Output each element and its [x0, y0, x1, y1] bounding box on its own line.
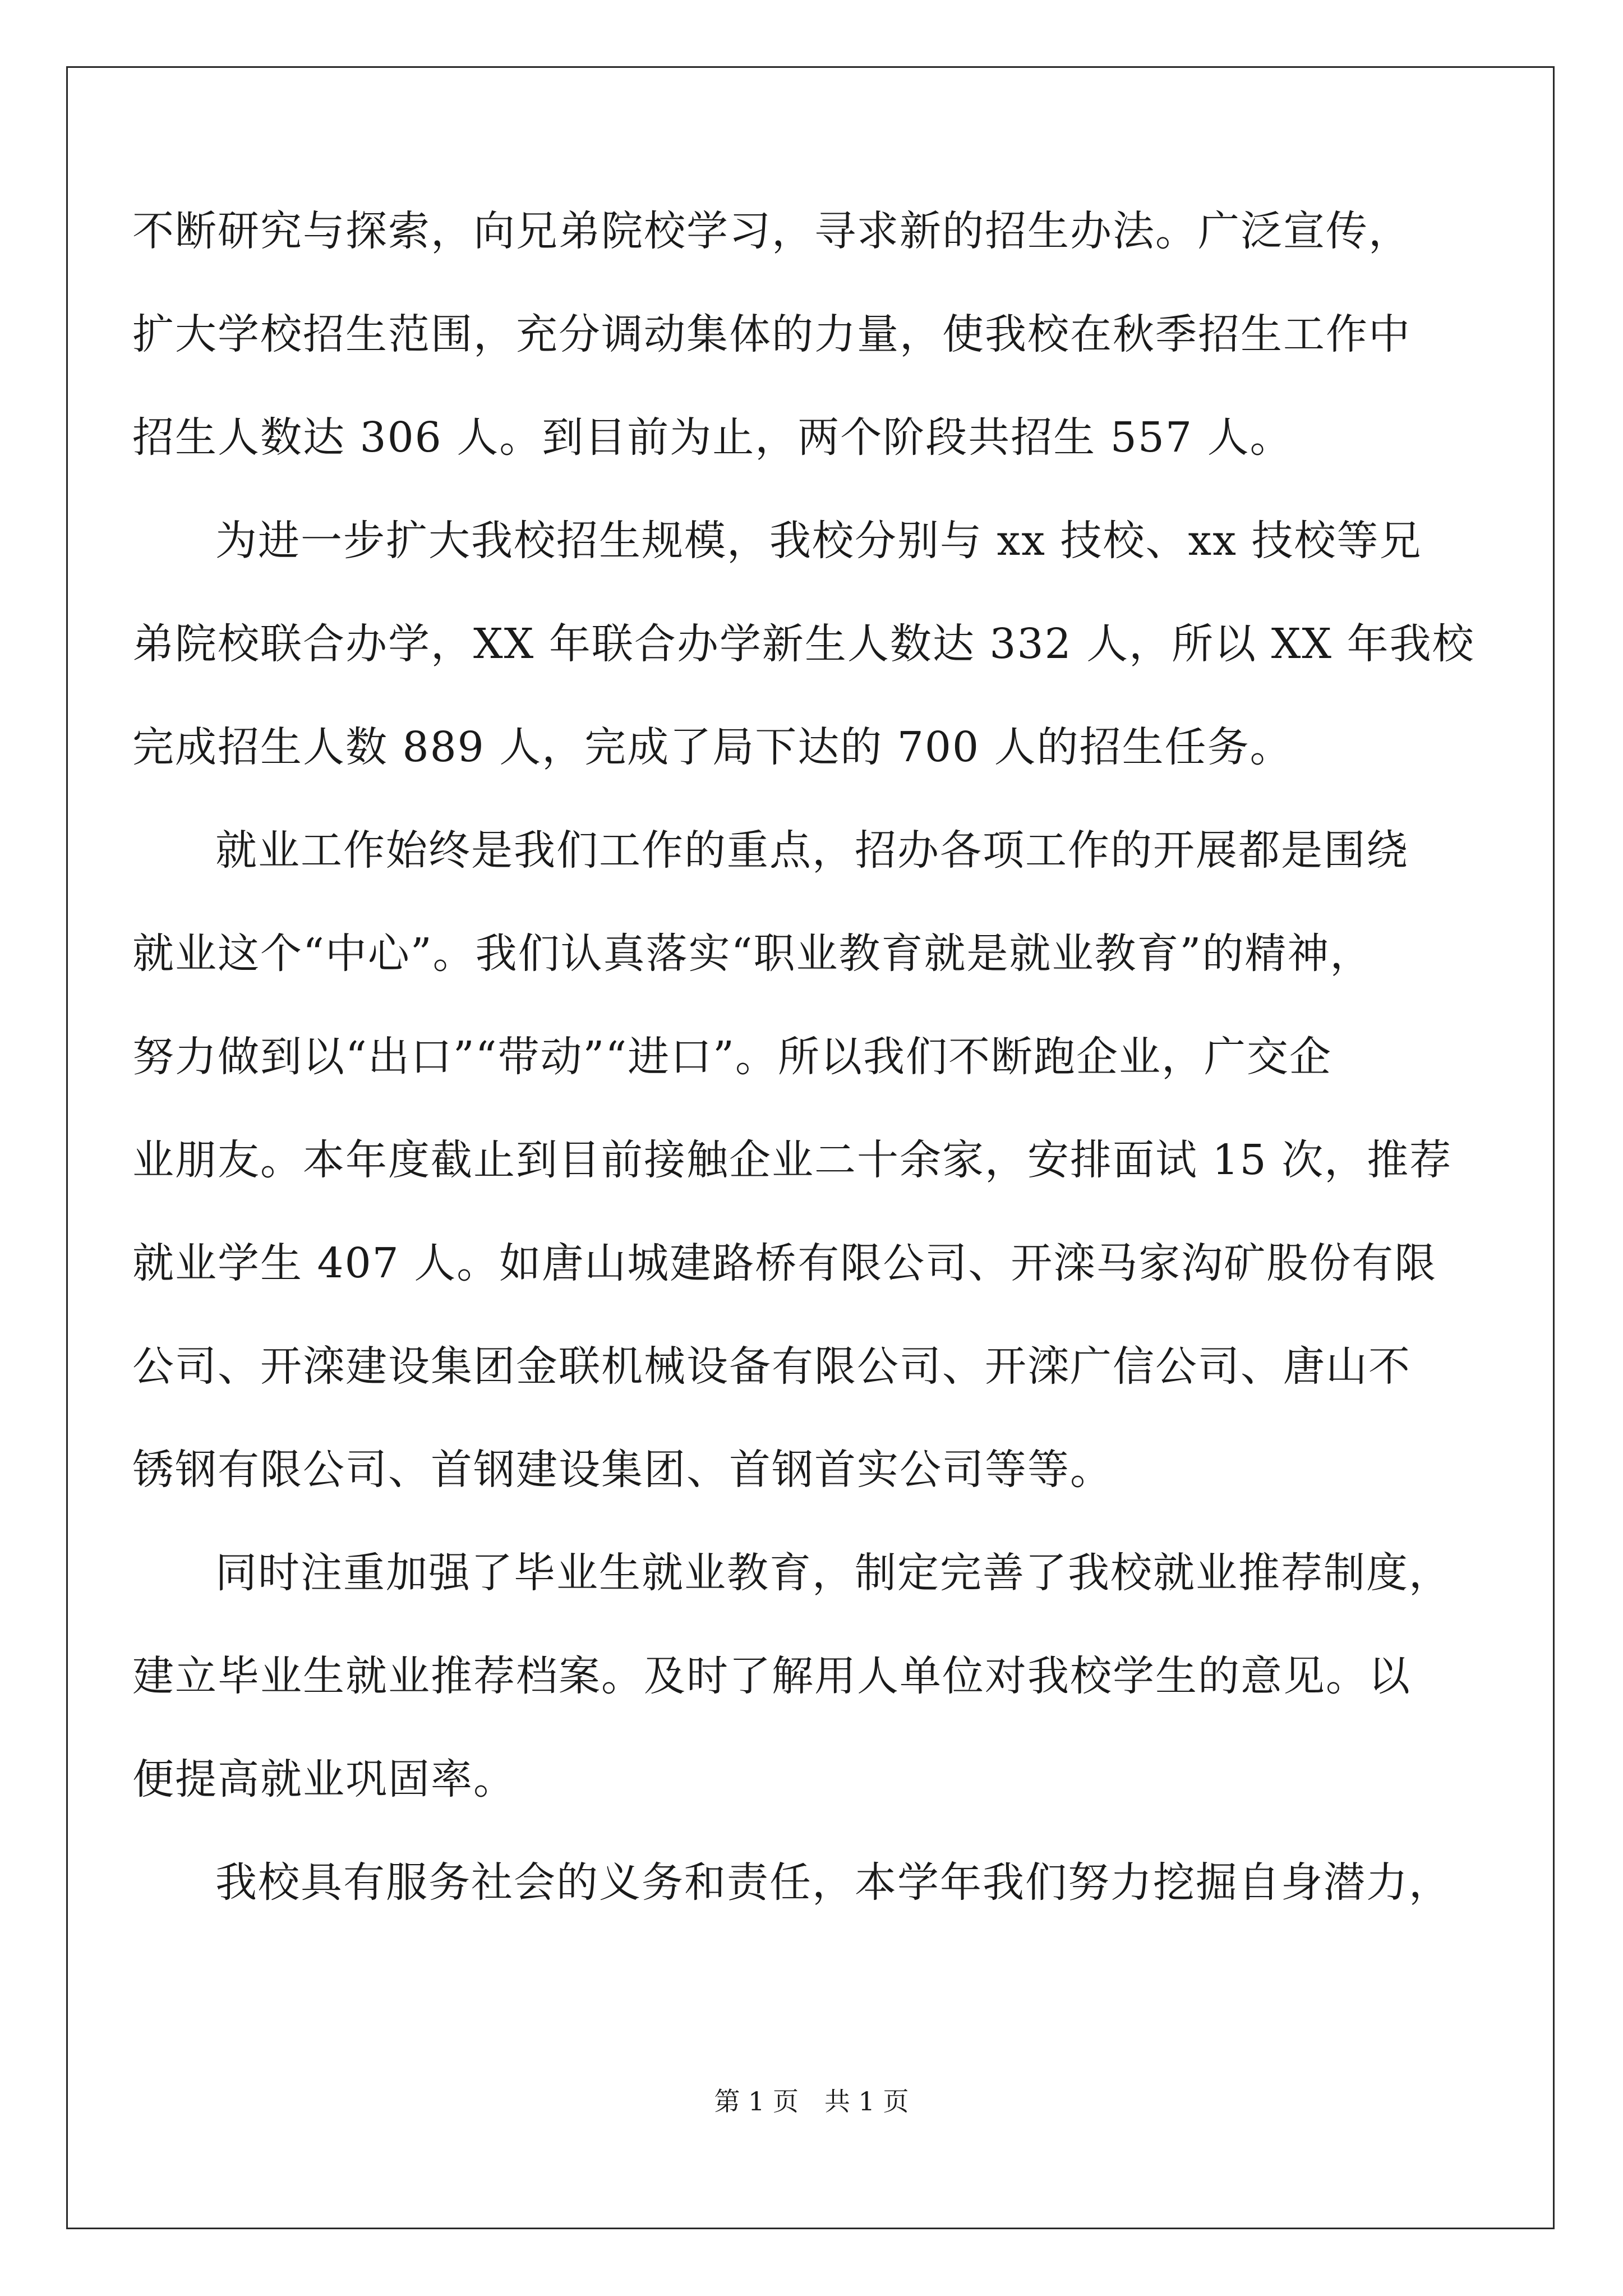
text-line: 锈钢有限公司、首钢建设集团、首钢首实公司等等。 [132, 1446, 1113, 1494]
text-line: 弟院校联合办学，XX 年联合办学新生人数达 332 人，所以 XX 年我校 [132, 620, 1475, 668]
paragraph-first-line: 为进一步扩大我校招生规模，我校分别与 xx 技校、xx 技校等兄 [215, 517, 1422, 565]
text-line: 就业这个“中心”。我们认真落实“职业教育就是就业教育”的精神， [132, 930, 1373, 978]
text-line: 就业学生 407 人。如唐山城建路桥有限公司、开滦马家沟矿股份有限 [132, 1239, 1437, 1287]
paragraph-first-line: 同时注重加强了毕业生就业教育，制定完善了我校就业推荐制度， [215, 1549, 1451, 1597]
text-line: 扩大学校招生范围，充分调动集体的力量，使我校在秋季招生工作中 [132, 310, 1411, 358]
text-line: 公司、开滦建设集团金联机械设备有限公司、开滦广信公司、唐山不 [132, 1342, 1411, 1391]
text-line: 建立毕业生就业推荐档案。及时了解用人单位对我校学生的意见。以 [132, 1652, 1411, 1700]
page-number-footer: 第 1 页 共 1 页 [714, 2086, 909, 2116]
paragraph-first-line: 就业工作始终是我们工作的重点，招办各项工作的开展都是围绕 [215, 826, 1409, 875]
paragraph-first-line: 我校具有服务社会的义务和责任，本学年我们努力挖掘自身潜力， [215, 1858, 1451, 1907]
text-line: 业朋友。本年度截止到目前接触企业二十余家，安排面试 15 次，推荐 [132, 1136, 1453, 1184]
text-line: 不断研究与探索，向兄弟院校学习，寻求新的招生办法。广泛宣传， [132, 207, 1411, 255]
text-line: 努力做到以“出口”“带动”“进口”。所以我们不断跑企业，广交企 [132, 1033, 1332, 1081]
text-line: 便提高就业巩固率。 [132, 1755, 516, 1803]
text-line: 招生人数达 306 人。到目前为止，两个阶段共招生 557 人。 [132, 413, 1293, 462]
text-line: 完成招生人数 889 人，完成了局下达的 700 人的招生任务。 [132, 723, 1293, 771]
